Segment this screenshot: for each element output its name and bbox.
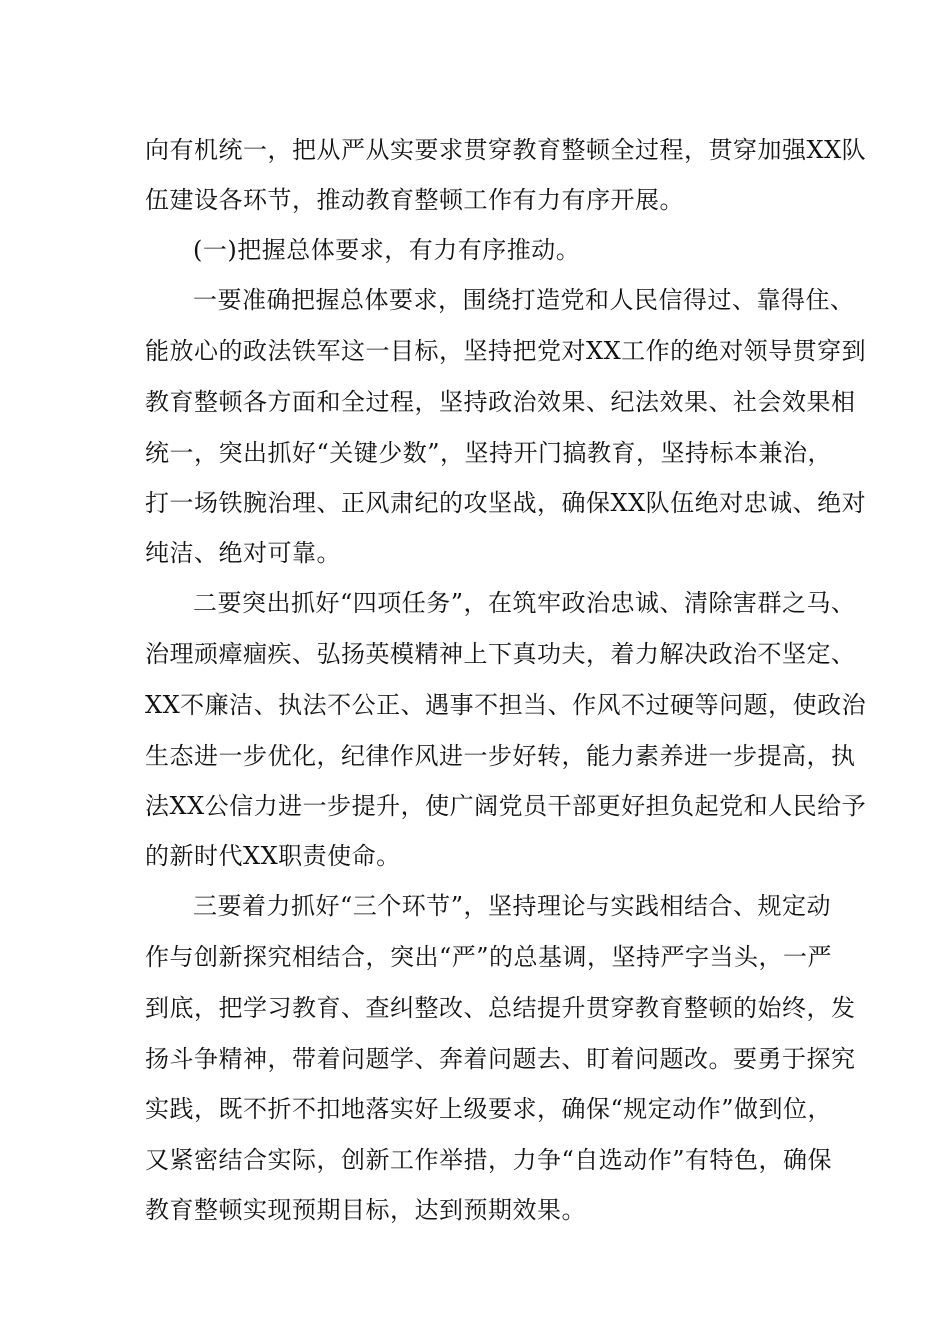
paragraph-line: 法XX公信力进一步提升，使广阔党员干部更好担负起党和人民给予 [145, 792, 867, 820]
paragraph-line: 到底，把学习教育、查纠整改、总结提升贯穿教育整顿的始终，发 [145, 994, 856, 1022]
section-heading: (一)把握总体要求，有力有序推动。 [193, 236, 581, 264]
paragraph-line: 作与创新探究相结合，突出“严”的总基调，坚持严字当头，一严 [145, 943, 833, 971]
paragraph-line: 教育整顿实现预期目标，达到预期效果。 [145, 1196, 586, 1224]
paragraph-line: 纯洁、绝对可靠。 [145, 539, 341, 567]
paragraph-line: 三要着力抓好“三个环节”，坚持理论与实践相结合、规定动 [193, 892, 832, 920]
paragraph-line: 能放心的政法铁军这一目标，坚持把党对XX工作的绝对领导贯穿到 [145, 337, 867, 365]
paragraph-line: 二要突出抓好“四项任务”，在筑牢政治忠诚、清除害群之马、 [193, 589, 856, 617]
paragraph-line: 一要准确把握总体要求，围绕打造党和人民信得过、靠得住、 [193, 286, 855, 314]
paragraph-line: 生态进一步优化，纪律作风进一步好转，能力素养进一步提高，执 [145, 742, 856, 770]
paragraph-line: 又紧密结合实际，创新工作举措，力争“自选动作”有特色，确保 [145, 1146, 833, 1174]
paragraph-line: 治理顽瘴痼疾、弘扬英模精神上下真功夫，着力解决政治不坚定、 [145, 640, 856, 668]
paragraph-line: 向有机统一，把从严从实要求贯穿教育整顿全过程，贯穿加强XX队 [145, 136, 867, 164]
paragraph-line: 统一，突出抓好“关键少数”，坚持开门搞教育，坚持标本兼治， [145, 439, 833, 467]
paragraph-line: 教育整顿各方面和全过程，坚持政治效果、纪法效果、社会效果相 [145, 388, 856, 416]
paragraph-line: 实践，既不折不扣地落实好上级要求，确保“规定动作”做到位， [145, 1095, 833, 1123]
paragraph-line: 打一场铁腕治理、正风肃纪的攻坚战，确保XX队伍绝对忠诚、绝对 [145, 489, 867, 517]
paragraph-line: XX不廉洁、执法不公正、遇事不担当、作风不过硬等问题，使政治 [145, 691, 867, 719]
paragraph-line: 的新时代XX职责使命。 [145, 842, 401, 870]
paragraph-line: 扬斗争精神，带着问题学、奔着问题去、盯着问题改。要勇于探究 [145, 1045, 856, 1073]
paragraph-line: 伍建设各环节，推动教育整顿工作有力有序开展。 [145, 186, 684, 214]
